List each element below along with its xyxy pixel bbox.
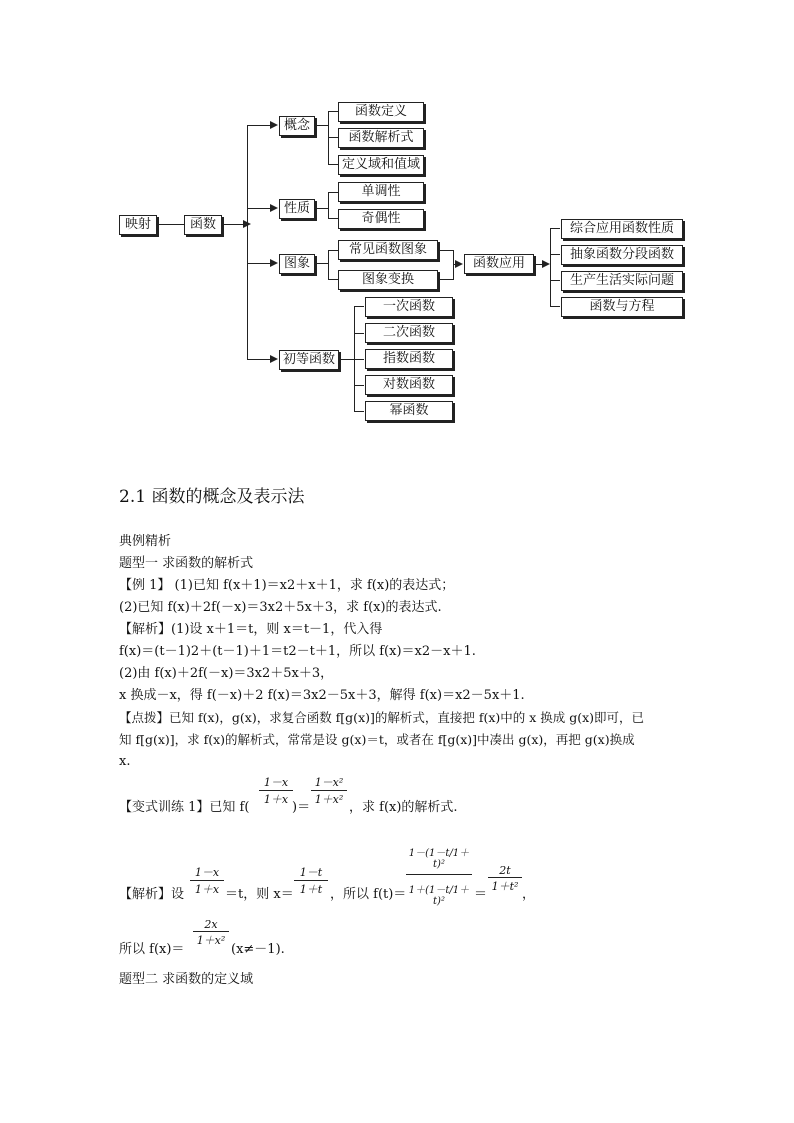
node-graph-item: 图象变换 — [338, 270, 438, 290]
exercise-mid: )＝ — [292, 800, 311, 815]
node-application-item: 生产生活实际问题 — [561, 271, 683, 291]
connector — [340, 359, 354, 360]
solution-suffix: ， — [522, 887, 536, 902]
node-elementary: 初等函数 — [279, 350, 339, 370]
solution-fraction — [190, 864, 224, 897]
exercise-suffix: ，求 f(x)的解析式. — [349, 800, 458, 815]
text-line: 题型二 求函数的定义域 — [119, 972, 254, 987]
connector — [328, 192, 338, 193]
connector — [316, 125, 328, 126]
solution-mid: ＝ — [474, 887, 488, 902]
text-line: 【解析】(1)设 x＋1＝t，则 x＝t－1，代入得 — [119, 622, 383, 637]
solution-fraction — [294, 864, 328, 897]
connector — [247, 263, 271, 264]
result-fraction — [193, 918, 229, 948]
text-line: 知 f[g(x)]，求 f(x)的解析式，常常是设 g(x)＝t，或者在 f[g(x)]中凑出 g(x)，再把 g(x)换成 — [119, 732, 635, 747]
connector — [328, 250, 329, 280]
fraction-denominator: 1＋x² — [314, 793, 344, 806]
solution-prefix: 【解析】设 — [119, 887, 185, 902]
connector — [550, 228, 551, 307]
connector — [328, 111, 338, 112]
text-line: 题型一 求函数的解析式 — [119, 556, 254, 571]
node-property-item: 单调性 — [338, 182, 424, 202]
node-function: 函数 — [184, 215, 222, 235]
fraction-numerator: 2x — [193, 918, 229, 932]
connector — [247, 359, 271, 360]
connector — [354, 411, 364, 412]
solution-fraction — [488, 864, 522, 894]
arrow-icon — [270, 259, 278, 267]
result-suffix: (x≠－1). — [231, 942, 285, 957]
connector — [316, 263, 328, 264]
connector — [439, 250, 453, 251]
solution-mid: ＝t，则 x＝ — [225, 887, 294, 902]
node-property-item: 奇偶性 — [338, 209, 424, 229]
node-concept-item: 定义域和值域 — [338, 155, 424, 175]
fraction-numerator: 1－x² — [311, 774, 347, 791]
connector — [316, 208, 328, 209]
node-application-item: 函数与方程 — [561, 297, 683, 317]
connector — [354, 306, 364, 307]
node-elementary-item: 指数函数 — [365, 349, 453, 369]
connector — [328, 192, 329, 219]
text-line: 典例精析 — [119, 534, 172, 549]
fraction-numerator: 1－x — [259, 774, 293, 791]
connector — [247, 208, 271, 209]
fraction-numerator: 1－x — [190, 864, 224, 881]
fraction-denominator: 1＋t — [299, 883, 323, 896]
fraction-numerator: 1－t — [294, 864, 328, 881]
text-line: x 换成－x，得 f(－x)＋2 f(x)＝3x2－5x＋3，解得 f(x)＝x2－5x＋1. — [119, 688, 525, 703]
connector — [158, 224, 184, 225]
connector — [354, 359, 364, 360]
connector — [354, 333, 364, 334]
connector — [328, 164, 338, 165]
text-line: 【例 1】 (1)已知 f(x＋1)＝x2＋x＋1，求 f(x)的表达式； — [119, 578, 455, 593]
text-line: x. — [119, 754, 131, 769]
fraction-denominator: 1＋x² — [196, 934, 226, 947]
node-application: 函数应用 — [464, 254, 534, 274]
node-root: 映射 — [119, 215, 157, 235]
solution-big-fraction — [406, 838, 472, 907]
node-concept-item: 函数解析式 — [338, 128, 424, 148]
connector — [328, 111, 329, 165]
node-elementary-item: 二次函数 — [365, 323, 453, 343]
node-elementary-item: 幂函数 — [365, 401, 453, 421]
arrow-icon — [270, 204, 278, 212]
connector — [354, 385, 364, 386]
node-elementary-item: 对数函数 — [365, 375, 453, 395]
result-prefix: 所以 f(x)＝ — [119, 942, 185, 957]
arrow-icon — [270, 121, 278, 129]
connector — [439, 279, 453, 280]
node-concept-item: 函数定义 — [338, 102, 424, 122]
arrow-icon — [455, 260, 463, 268]
exercise-fraction — [311, 774, 347, 807]
connector — [247, 125, 248, 360]
text-line: f(x)＝(t－1)2＋(t－1)＋1＝t2－t＋1，所以 f(x)＝x2－x＋1. — [119, 644, 476, 659]
connector — [550, 306, 560, 307]
connector — [328, 218, 338, 219]
arrow-icon — [542, 260, 550, 268]
connector — [550, 228, 560, 229]
text-line: (2)由 f(x)＋2f(－x)＝3x2＋5x＋3， — [119, 666, 334, 681]
exercise-prefix: 【变式训练 1】已知 f( — [119, 800, 250, 815]
connector — [328, 250, 338, 251]
connector — [550, 280, 560, 281]
fraction-denominator: 1＋(1－t/1＋t)² — [408, 885, 470, 907]
node-application-item: 抽象函数分段函数 — [561, 245, 683, 265]
node-graph-item: 常见函数图象 — [338, 240, 438, 260]
node-application-item: 综合应用函数性质 — [561, 219, 683, 239]
fraction-numerator: 2t — [488, 864, 522, 878]
exercise-fraction — [259, 774, 293, 807]
node-property: 性质 — [279, 199, 315, 219]
node-concept: 概念 — [279, 116, 315, 136]
connector — [247, 125, 271, 126]
knowledge-diagram — [0, 0, 794, 440]
text-line: 【点拨】已知 f(x)，g(x)，求复合函数 f[g(x)]的解析式，直接把 f(x)中的 x 换成 g(x)即可，已 — [119, 710, 645, 725]
fraction-numerator: 1－(1－t/1＋t)² — [406, 838, 472, 875]
connector — [550, 254, 560, 255]
node-graph: 图象 — [279, 254, 315, 274]
fraction-denominator: 1＋t² — [491, 880, 519, 893]
text-line: (2)已知 f(x)＋2f(－x)＝3x2＋5x＋3，求 f(x)的表达式. — [119, 600, 442, 615]
section-title: 2.1 函数的概念及表示法 — [119, 487, 305, 507]
fraction-denominator: 1＋x — [194, 883, 220, 896]
fraction-denominator: 1＋x — [263, 793, 289, 806]
connector — [328, 279, 338, 280]
solution-mid: ，所以 f(t)＝ — [330, 887, 407, 902]
node-elementary-item: 一次函数 — [365, 297, 453, 317]
connector — [328, 137, 338, 138]
arrow-icon — [270, 355, 278, 363]
connector — [453, 250, 454, 280]
